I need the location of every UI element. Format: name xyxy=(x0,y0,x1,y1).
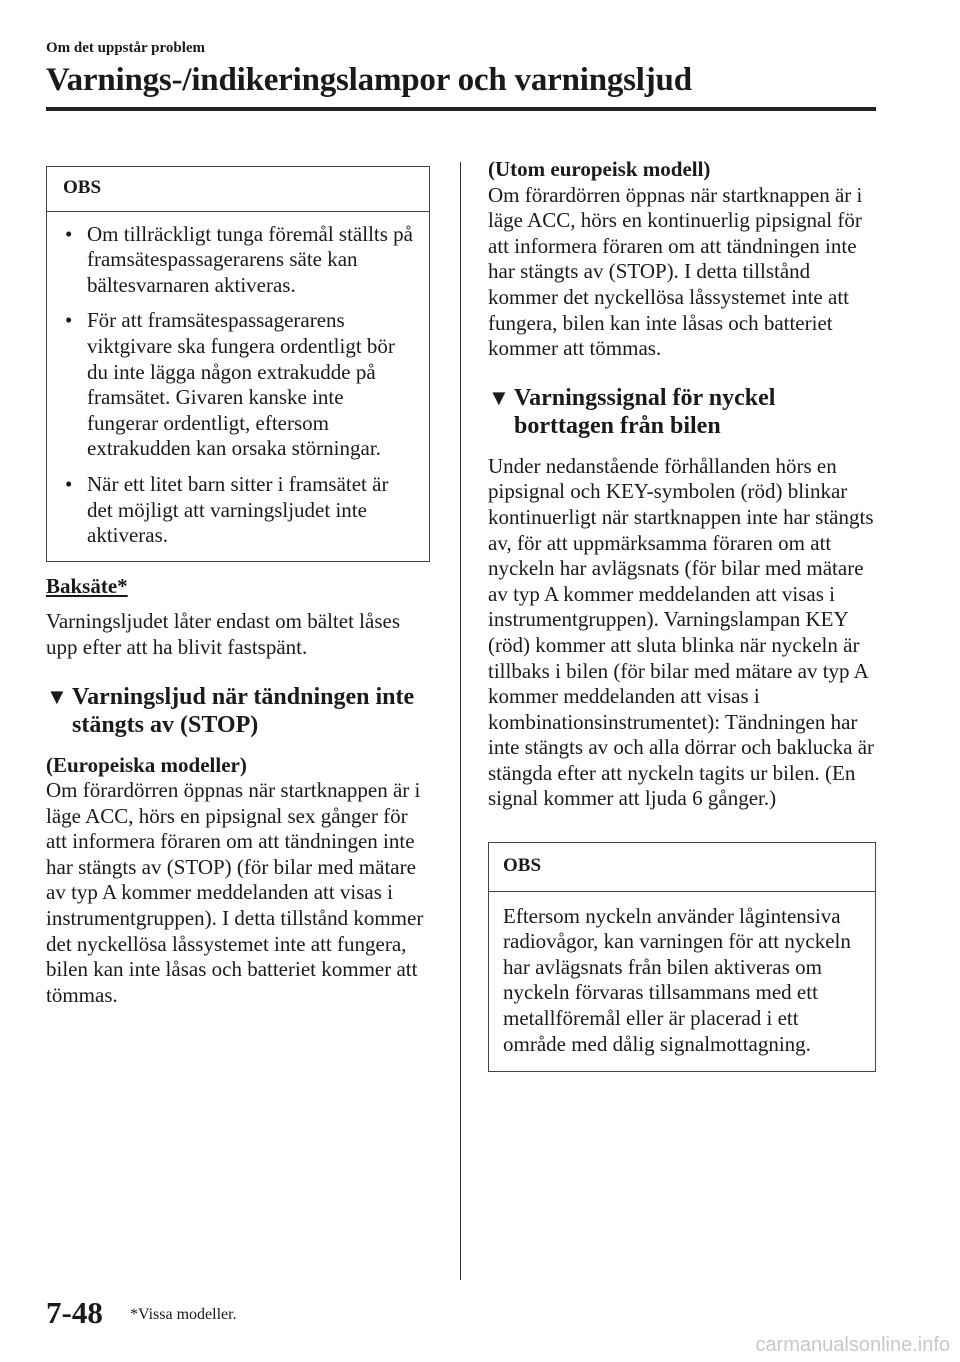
column-divider xyxy=(460,162,461,1280)
heading-text: Varningsljud när tändningen inte stängts av (STOP) xyxy=(72,683,415,738)
note-box-seat-weight xyxy=(46,166,430,562)
bullet-icon: • xyxy=(65,471,73,496)
left-column xyxy=(46,166,430,1008)
triangle-down-icon: ▼ xyxy=(46,683,68,709)
european-models-label: (Europeiska modeller) xyxy=(46,752,247,777)
page-number: 7-48 xyxy=(46,1295,103,1330)
chapter-title: Varnings-/indikeringslampor och varningsljud xyxy=(46,62,692,98)
note-item-text: Om tillräckligt tunga föremål ställts på framsätespassagerarens säte kan bältesvarnaren aktiveras. xyxy=(87,221,414,297)
note-item-text: För att framsätespassagerarens viktgivare ska fungera ordentligt bör du inte lägga någon extrakudde på framsätet. Givaren kanske inte fungerar ordentligt, eftersom extrakudden kan orsaka störningar. xyxy=(87,308,395,461)
note-box-key-signal xyxy=(488,842,876,1072)
right-column xyxy=(488,157,876,1072)
triangle-down-icon: ▼ xyxy=(488,384,510,410)
bullet-icon: • xyxy=(65,308,73,333)
rear-seat-text: Varningsljudet låter endast om bältet låses upp efter att ha blivit fastspänt. xyxy=(46,609,400,659)
note-item xyxy=(63,472,415,549)
european-models-text: Om förardörren öppnas när startknappen är i läge ACC, hörs en pipsignal sex gånger för att informera föraren om att tändningen inte har stängts av (STOP) (för bilar med mätare av typ A kommer meddelanden att visas i instrumentgruppen). I detta tillstånd kommer det nyckellösa låssystemet inte att fungera, bilen kan inte låsas och batteriet kommer att tömmas. xyxy=(46,778,424,1007)
footnote: *Vissa modeller. xyxy=(130,1306,237,1323)
key-removed-text: Under nedanstående förhållanden hörs en pipsignal och KEY-symbolen (röd) blinkar kontinuerligt när startknappen inte har stängts av, för att uppmärksamma föraren om att nyckeln har avlägsnats (för bilar med mätare av typ A kommer meddelanden att visas i instrumentgruppen). Varningslampan KEY (röd) kommer att sluta blinka när nyckeln är tillbaks i bilen (för bilar med mätare av typ A kommer meddelanden att visas i kombinationsinstrumentet): Tändningen har inte stängts av och alla dörrar och baklucka är stängda efter att nyckeln tagits ur bilen. (En signal kommer att ljuda 6 gånger.) xyxy=(488,453,875,811)
note-item xyxy=(63,308,415,462)
rear-seat-title: Baksäte* xyxy=(46,573,128,598)
section-heading-key-removed xyxy=(488,384,876,440)
note-body xyxy=(47,212,429,561)
title-rule xyxy=(46,107,876,111)
watermark: carmanualsonline.info xyxy=(755,1334,950,1356)
non-european-model-label: (Utom europeisk modell) xyxy=(488,157,711,181)
section-label: Om det uppstår problem xyxy=(46,40,206,56)
bullet-icon: • xyxy=(65,221,73,246)
note-title: OBS xyxy=(489,843,875,892)
note-item-text: När ett litet barn sitter i framsätet är det möjligt att varningsljudet inte aktiveras. xyxy=(87,471,389,548)
note-body: Eftersom nyckeln använder lågintensiva radiovågor, kan varningen för att nyckeln har avlägsnats från bilen aktiveras om nyckeln förvaras tillsammans med ett metallföremål eller är placerad i ett område med dålig signalmottagning. xyxy=(503,903,851,1056)
note-title: OBS xyxy=(47,167,429,212)
section-heading-ignition-warning xyxy=(46,683,430,739)
heading-text: Varningssignal för nyckel borttagen från bilen xyxy=(514,384,776,439)
note-item xyxy=(63,222,415,299)
non-european-model-text: Om förardörren öppnas när startknappen är i läge ACC, hörs en kontinuerlig pipsignal för att informera föraren om att tändningen inte har stängts av (STOP). I detta tillstånd kommer det nyckellösa låssystemet inte att fungera, bilen kan inte låsas och batteriet kommer att tömmas. xyxy=(488,182,863,361)
